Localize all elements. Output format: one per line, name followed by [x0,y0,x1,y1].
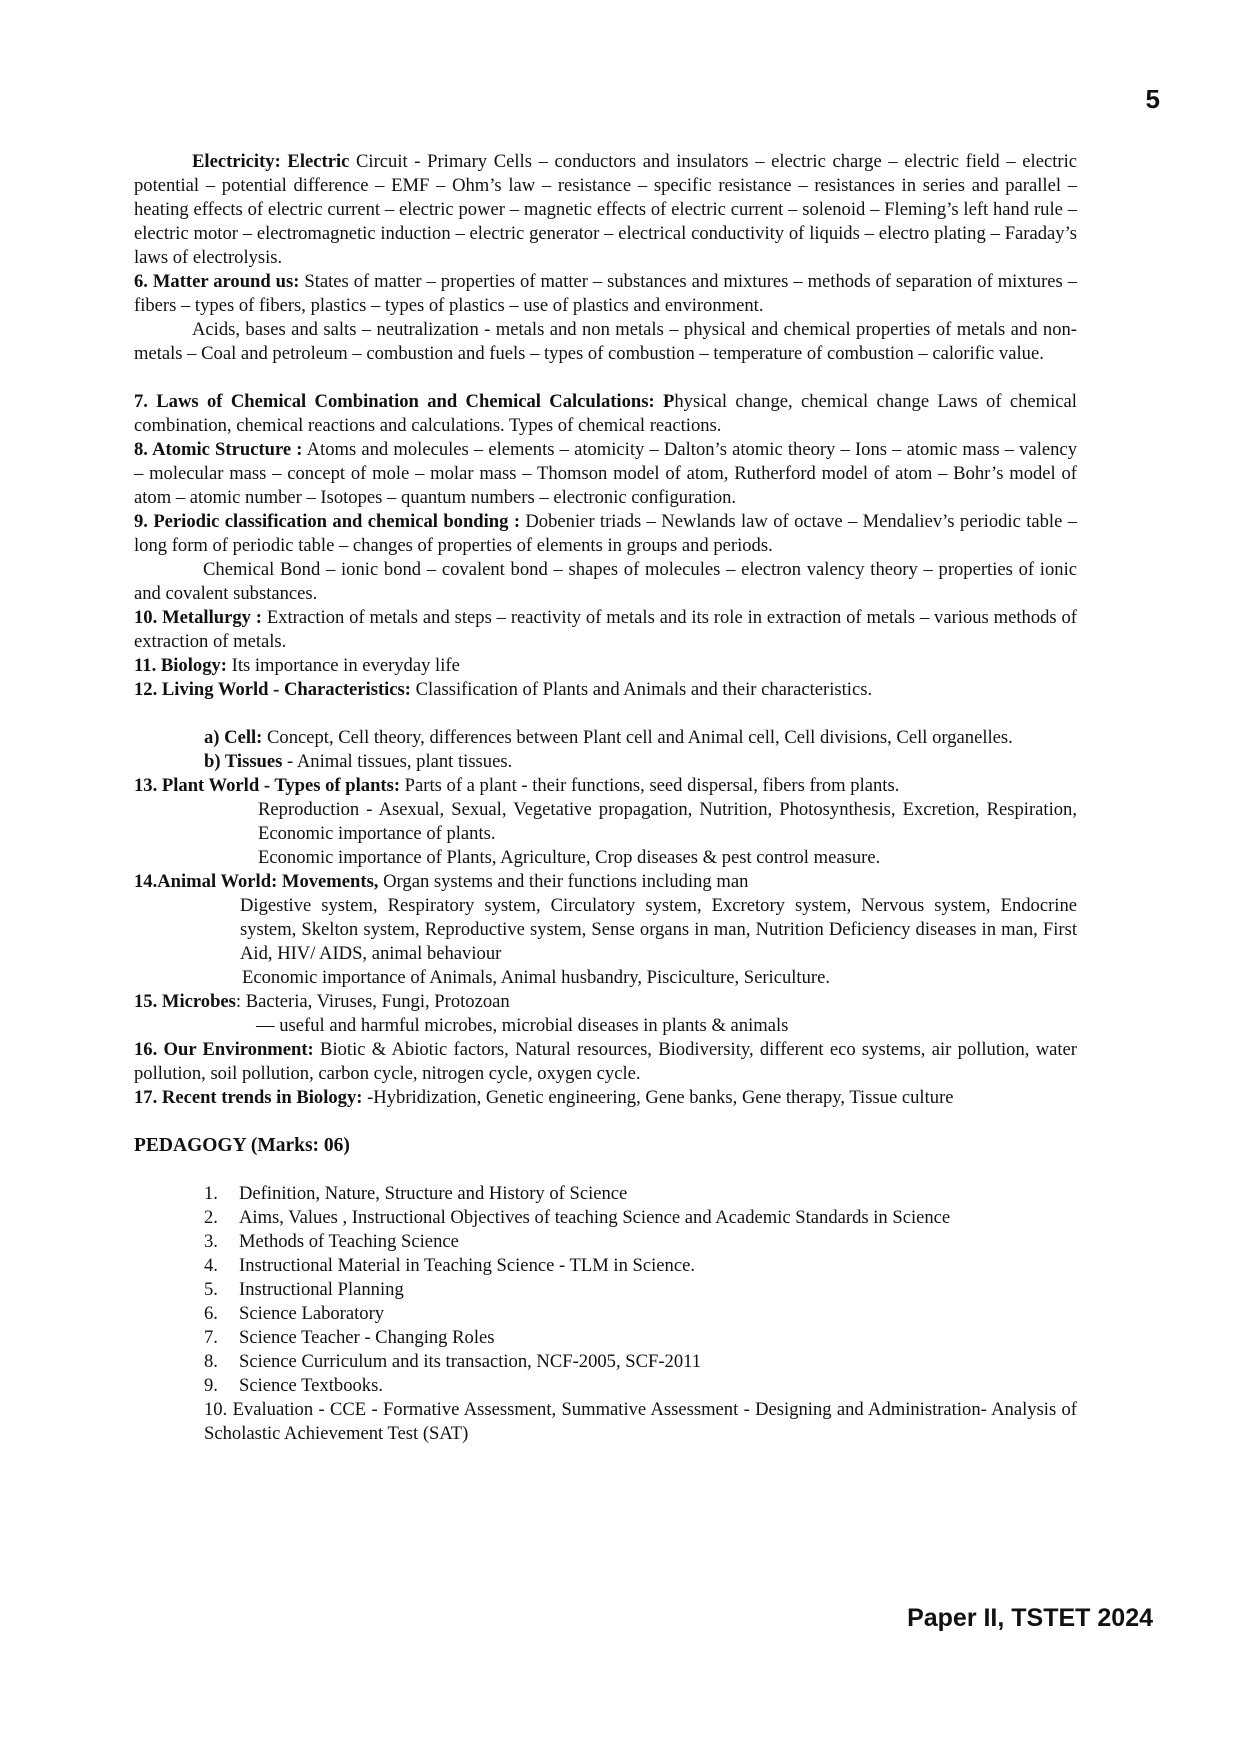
plant-heading: 13. Plant World - Types of plants: [134,775,401,796]
cell-paragraph [134,726,1077,750]
tissues-heading: b) Tissues [204,751,283,772]
electricity-heading: Electricity: Electric [192,151,350,172]
list-item: 6. Science Laboratory [204,1303,385,1324]
footer-title: Paper II, TSTET 2024 [907,1604,1153,1632]
list-item: 5. Instructional Planning [204,1279,404,1300]
plant-reproduction: Reproduction - Asexual, Sexual, Vegetative propagation, Nutrition, Photosynthesis, Excretion, Respiration, Economic importance of plants. [258,799,1077,844]
cell-heading: a) Cell: [204,727,263,748]
laws-text: hysical change, chemical change Laws of chemical combination, chemical reactions and calculations. Types of chemical reactions. [134,391,1077,436]
atomic-paragraph [134,438,1077,510]
list-item: 4. Instructional Material in Teaching Science - TLM in Science. [204,1255,695,1276]
plant-economic: Economic importance of Plants, Agriculture, Crop diseases & pest control measure. [258,847,881,868]
tissues-text: - Animal tissues, plant tissues. [282,751,513,772]
page-number: 5 [1145,84,1160,114]
plant-paragraph [134,774,1077,798]
microbes-detail: — useful and harmful microbes, microbial diseases in plants & animals [256,1015,789,1036]
trends-paragraph [134,1086,1077,1110]
living-paragraph [134,678,1077,702]
list-item: 3. Methods of Teaching Science [204,1231,459,1252]
bond-paragraph: Chemical Bond – ionic bond – covalent bond – shapes of molecules – electron valency theory – properties of ionic and covalent substances. [134,559,1077,604]
atomic-heading: 8. Atomic Structure : [134,439,303,460]
environment-text: Biotic & Abiotic factors, Natural resources, Biodiversity, different eco systems, air pollution, water pollution, soil pollution, carbon cycle, nitrogen cycle, oxygen cycle. [134,1039,1078,1084]
microbes-text: : Bacteria, Viruses, Fungi, Protozoan [235,991,510,1012]
metallurgy-heading: 10. Metallurgy : [134,607,262,628]
acids-paragraph: Acids, bases and salts – neutralization - metals and non metals – physical and chemical properties of metals and non-metals – Coal and petroleum – combustion and fuels – types of combustion – temperature of combustion – calorific value. [134,319,1077,364]
microbes-heading: 15. Microbes [134,991,236,1012]
environment-heading: 16. Our Environment: [134,1039,314,1060]
laws-paragraph [134,390,1077,438]
plant-text: Parts of a plant - their functions, seed dispersal, fibers from plants. [400,775,900,796]
periodic-text: Dobenier triads – Newlands law of octave – Mendaliev’s periodic table – long form of periodic table – changes of properties of elements in groups and periods. [134,511,1077,556]
environment-paragraph [134,1038,1077,1086]
metallurgy-paragraph [134,606,1077,654]
electricity-paragraph [134,150,1077,270]
list-item: 8. Science Curriculum and its transaction, NCF-2005, SCF-2011 [204,1351,702,1372]
animal-systems: Digestive system, Respiratory system, Circulatory system, Excretory system, Nervous system, Endocrine system, Skelton system, Reproductive system, Sense organs in man, Nutrition Deficiency diseases in man, First Aid, HIV/ AIDS, animal behaviour [240,895,1077,964]
living-heading: 12. Living World - Characteristics: [134,679,411,700]
animal-heading: 14.Animal World: Movements, [134,871,379,892]
list-item: 7. Science Teacher - Changing Roles [204,1327,495,1348]
cell-text: Concept, Cell theory, differences between Plant cell and Animal cell, Cell divisions, Cell organelles. [262,727,1013,748]
biology-text: Its importance in everyday life [226,655,460,676]
electricity-text: Circuit - Primary Cells – conductors and insulators – electric charge – electric field – electric potential – potential difference – EMF – Ohm’s law – resistance – specific resistance – resistances in series and parallel – heating effects of electric current – electric power – magnetic effects of electric current – solenoid – Fleming’s left hand rule – electric motor – electromagnetic induction – electric generator – electrical conductivity of liquids – electro plating – Faraday’s laws of electrolysis. [134,151,1078,268]
list-item: 2. Aims, Values , Instructional Objectives of teaching Science and Academic Standards in Science [204,1207,951,1228]
metallurgy-text: Extraction of metals and steps – reactivity of metals and its role in extraction of metals – various methods of extraction of metals. [134,607,1077,652]
list-item: 9. Science Textbooks. [204,1375,383,1396]
pedagogy-list [134,1182,1077,1398]
matter-heading: 6. Matter around us: [134,271,300,292]
periodic-paragraph [134,510,1077,558]
atomic-text: Atoms and molecules – elements – atomicity – Dalton’s atomic theory – Ions – atomic mass – valency – molecular mass – concept of mole – molar mass – Thomson model of atom, Rutherford model of atom – Bohr’s model of atom – atomic number – Isotopes – quantum numbers – electronic configuration. [134,439,1077,508]
pedagogy-heading: PEDAGOGY (Marks: 06) [134,1135,350,1156]
syllabus-content [134,150,1077,1446]
animal-economic: Economic importance of Animals, Animal husbandry, Pisciculture, Sericulture. [242,967,830,988]
microbes-paragraph [134,990,1077,1014]
living-text: Classification of Plants and Animals and their characteristics. [411,679,873,700]
pedagogy-item-10: 10. Evaluation - CCE - Formative Assessment, Summative Assessment - Designing and Administration- Analysis of Scholastic Achievement Test (SAT) [204,1399,1077,1444]
periodic-heading: 9. Periodic classification and chemical bonding : [134,511,521,532]
animal-paragraph [134,870,1077,894]
matter-text: States of matter – properties of matter – substances and mixtures – methods of separation of mixtures – fibers – types of fibers, plastics – types of plastics – use of plastics and environment. [134,271,1077,316]
laws-heading: 7. Laws of Chemical Combination and Chemical Calculations: P [134,391,675,412]
tissues-paragraph [134,750,1077,774]
biology-heading: 11. Biology: [134,655,227,676]
biology-paragraph [134,654,1077,678]
trends-text: -Hybridization, Genetic engineering, Gene banks, Gene therapy, Tissue culture [362,1087,954,1108]
trends-heading: 17. Recent trends in Biology: [134,1087,363,1108]
matter-paragraph [134,270,1077,318]
animal-text: Organ systems and their functions including man [378,871,749,892]
list-item: 1. Definition, Nature, Structure and History of Science [204,1183,628,1204]
